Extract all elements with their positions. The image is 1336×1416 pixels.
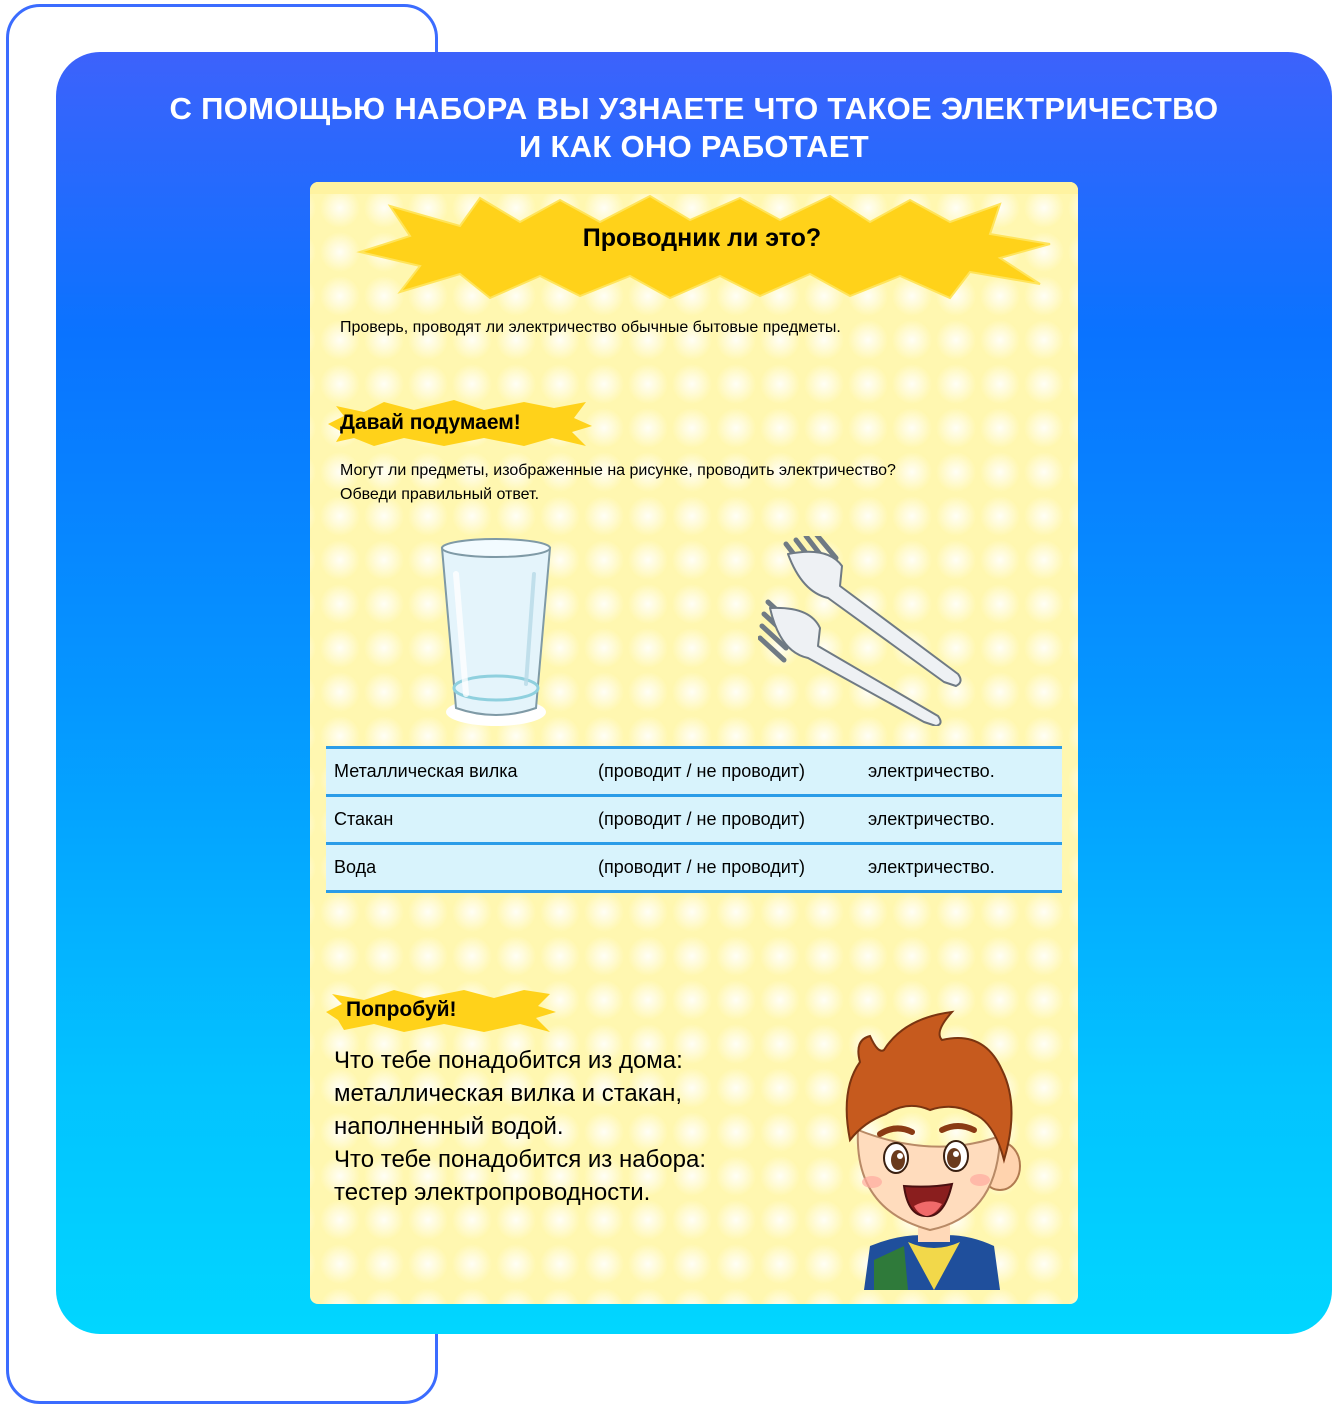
materials-text <box>334 1044 706 1209</box>
row-item: Вода <box>334 857 377 877</box>
row-choice[interactable]: (проводит / не проводит) <box>598 761 806 781</box>
page-title: Проводник ли это? <box>582 224 822 252</box>
question-text <box>340 459 896 507</box>
worksheet-card <box>310 182 1078 1304</box>
try-heading: Попробуй! <box>346 998 457 1021</box>
question-line-1: Могут ли предметы, изображенные на рисунке, проводить электричество? <box>340 462 896 479</box>
row-suffix: электричество. <box>868 761 995 781</box>
forks-icon <box>758 536 968 726</box>
row-item: Стакан <box>334 809 394 829</box>
row-choice[interactable]: (проводит / не проводит) <box>598 857 806 877</box>
question-line-2: Обведи правильный ответ. <box>340 486 540 503</box>
answer-table <box>326 746 1062 893</box>
materials-line-1: Что тебе понадобится из дома: <box>334 1047 683 1074</box>
materials-line-4: Что тебе понадобится из набора: <box>334 1146 706 1173</box>
intro-text: Проверь, проводят ли электричество обычные бытовые предметы. <box>340 319 841 336</box>
row-choice[interactable]: (проводит / не проводит) <box>598 809 806 829</box>
page-headline <box>56 90 1332 166</box>
headline-line-2: И КАК ОНО РАБОТАЕТ <box>518 129 870 164</box>
table-row <box>326 842 1062 893</box>
row-suffix: электричество. <box>868 857 995 877</box>
table-row <box>326 746 1062 794</box>
try-badge <box>324 988 558 1034</box>
materials-line-3: наполненный водой. <box>334 1113 564 1140</box>
glass-icon <box>436 534 556 728</box>
materials-line-5: тестер электропроводности. <box>334 1179 651 1206</box>
row-item: Металлическая вилка <box>334 761 518 781</box>
materials-line-2: металлическая вилка и стакан, <box>334 1080 683 1107</box>
row-suffix: электричество. <box>868 809 995 829</box>
think-badge <box>324 400 594 448</box>
headline-line-1: С ПОМОЩЬЮ НАБОРА ВЫ УЗНАЕТЕ ЧТО ТАКОЕ ЭЛЕКТРИЧЕСТВО <box>169 91 1219 126</box>
cartoon-boy-illustration <box>834 1010 1034 1290</box>
think-heading: Давай подумаем! <box>340 411 521 434</box>
table-row <box>326 794 1062 842</box>
